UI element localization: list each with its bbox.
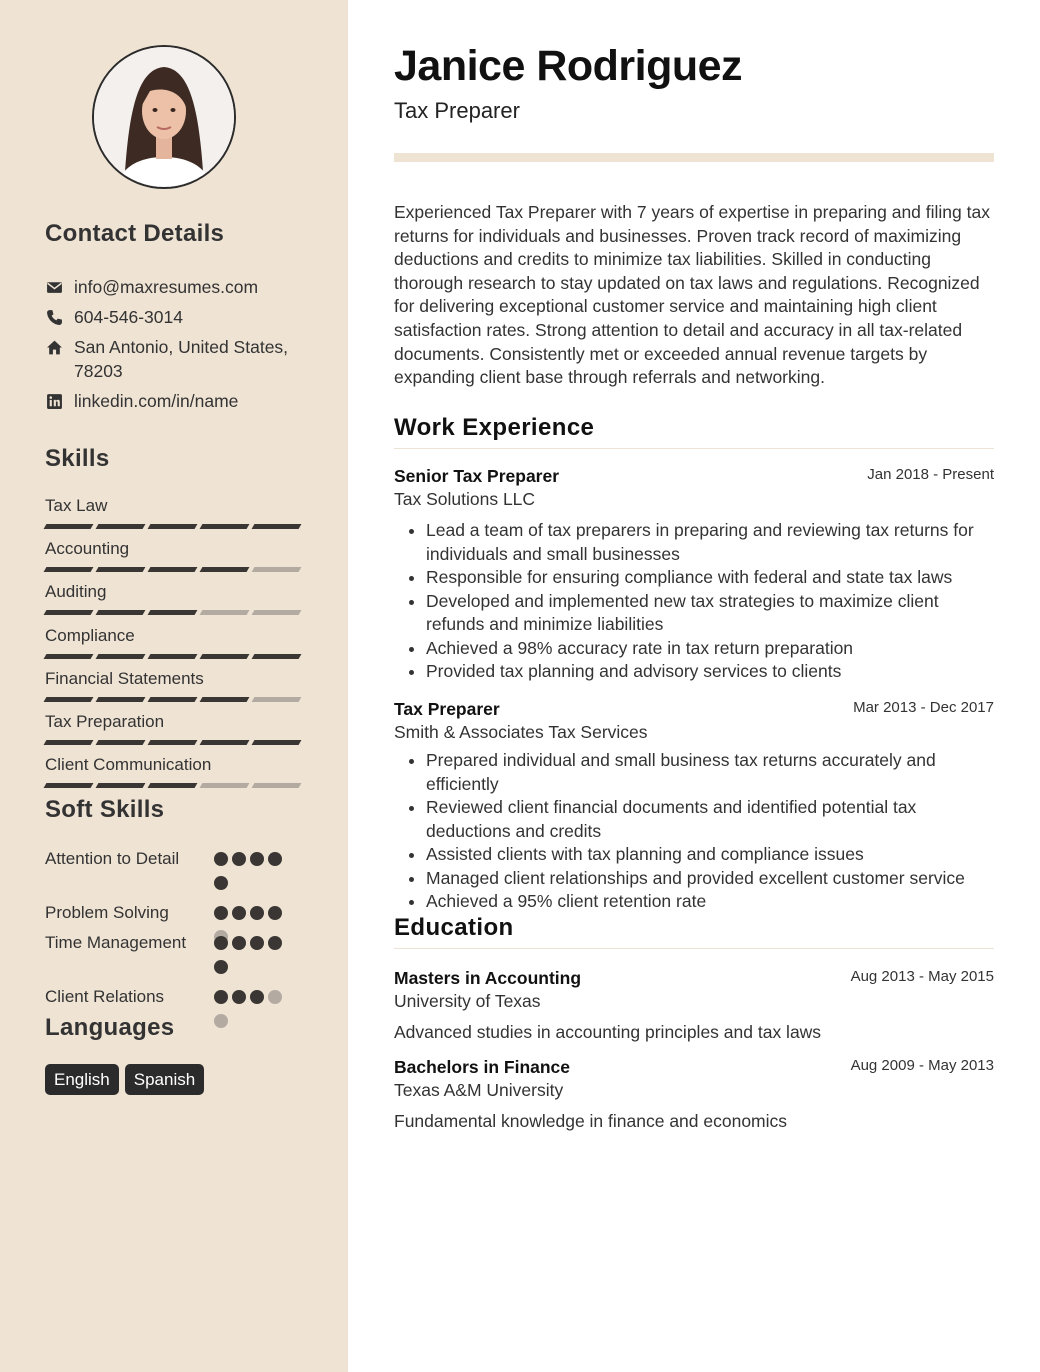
rating-dot (214, 906, 228, 920)
degree-title: Masters in Accounting (394, 968, 582, 988)
skill-level-segment (200, 654, 250, 659)
skills-list (45, 495, 305, 797)
rating-dot (214, 936, 228, 950)
rating-dot (232, 906, 246, 920)
job-bullet: • Achieved a 95% client retention rate (426, 890, 994, 914)
skill-level-segment (200, 567, 250, 572)
job-bullet: • Developed and implemented new tax strategies to maximize client refunds and minimize liabilities (426, 590, 994, 637)
soft-skill-row (45, 901, 305, 931)
contact-phone[interactable] (45, 305, 315, 329)
profile-portrait-icon (94, 47, 234, 187)
rating-dot (250, 906, 264, 920)
skill-level-segment (148, 783, 198, 788)
skill-row (45, 625, 305, 668)
rating-dot (214, 960, 228, 974)
skill-level-segment (148, 697, 198, 702)
rating-dot (268, 852, 282, 866)
job-bullets (394, 749, 994, 914)
rating-dot (268, 906, 282, 920)
rating-dot (214, 876, 228, 890)
skill-name: Accounting (45, 539, 130, 559)
skill-level-segment (148, 740, 198, 745)
language-tag: English (45, 1064, 119, 1095)
job-bullets (394, 519, 994, 684)
skill-level-segment (96, 783, 146, 788)
soft-skill-rating (214, 852, 294, 890)
skill-level-segment (44, 740, 94, 745)
contact-linkedin[interactable] (45, 389, 315, 413)
soft-skill-rating (214, 936, 294, 974)
skill-level-segment (96, 524, 146, 529)
soft-skill-name: Client Relations (45, 987, 165, 1006)
school-name: Texas A&M University (394, 1080, 564, 1100)
contact-linkedin-text: linkedin.com/in/name (74, 391, 239, 411)
skill-level-segment (252, 567, 302, 572)
skill-row (45, 538, 305, 581)
languages-list (45, 1064, 204, 1095)
skill-level-segment (44, 524, 94, 529)
skill-level-segment (252, 740, 302, 745)
contact-address (45, 335, 315, 383)
rating-dot (214, 990, 228, 1004)
contact-heading: Contact Details (45, 220, 225, 247)
skill-level-bars (45, 524, 305, 529)
contact-email[interactable] (45, 275, 315, 299)
skill-level-bars (45, 783, 305, 788)
languages-heading: Languages (45, 1014, 175, 1041)
job-title: Tax Preparer (394, 699, 500, 719)
rating-dot (232, 990, 246, 1004)
education-description: Fundamental knowledge in finance and economics (394, 1111, 788, 1131)
skill-level-segment (44, 654, 94, 659)
skill-row (45, 711, 305, 754)
soft-skill-row (45, 985, 305, 1015)
work-experience-heading: Work Experience (394, 414, 994, 449)
skill-level-segment (148, 610, 198, 615)
skill-level-bars (45, 697, 305, 702)
rating-dot (250, 936, 264, 950)
skill-level-segment (252, 654, 302, 659)
skill-level-segment (44, 567, 94, 572)
soft-skill-row (45, 847, 305, 901)
degree-title: Bachelors in Finance (394, 1057, 571, 1077)
job-bullet: • Assisted clients with tax planning and compliance issues (426, 843, 994, 867)
skill-level-segment (148, 654, 198, 659)
soft-skill-name: Attention to Detail (45, 849, 180, 868)
job-title: Senior Tax Preparer (394, 466, 560, 486)
soft-skill-name: Time Management (45, 933, 187, 952)
skill-level-segment (44, 610, 94, 615)
header-divider (394, 153, 994, 162)
skill-row (45, 754, 305, 797)
soft-skill-row (45, 931, 305, 985)
skill-name: Compliance (45, 625, 135, 645)
education-dates: Aug 2013 - May 2015 (850, 968, 994, 985)
rating-dot (214, 852, 228, 866)
language-tag: Spanish (125, 1064, 204, 1095)
contact-list (45, 275, 315, 419)
skill-level-segment (148, 524, 198, 529)
soft-skills-heading: Soft Skills (45, 796, 165, 823)
skill-row (45, 495, 305, 538)
job-bullet: • Achieved a 98% accuracy rate in tax return preparation (426, 637, 994, 661)
skill-level-segment (96, 740, 146, 745)
skill-level-bars (45, 567, 305, 572)
education-heading: Education (394, 914, 994, 949)
rating-dot (250, 852, 264, 866)
job-entry (394, 698, 994, 914)
skill-level-segment (252, 783, 302, 788)
job-bullet: • Lead a team of tax preparers in preparing and reviewing tax returns for individuals and small businesses (426, 519, 994, 566)
rating-dot (268, 990, 282, 1004)
skill-level-segment (96, 610, 146, 615)
skill-level-segment (96, 567, 146, 572)
skill-level-bars (45, 740, 305, 745)
skill-level-bars (45, 610, 305, 615)
candidate-name: Janice Rodriguez (394, 42, 743, 90)
job-bullet: • Managed client relationships and provided excellent customer service (426, 867, 994, 891)
skill-level-segment (44, 783, 94, 788)
rating-dot (232, 852, 246, 866)
skill-level-segment (200, 610, 250, 615)
education-dates: Aug 2009 - May 2013 (850, 1057, 994, 1074)
soft-skill-name: Problem Solving (45, 903, 169, 922)
contact-phone-text: 604-546-3014 (74, 307, 183, 327)
job-bullet: • Reviewed client financial documents and identified potential tax deductions and credits (426, 796, 994, 843)
education-entry (394, 967, 994, 1044)
job-dates: Jan 2018 - Present (867, 466, 994, 483)
rating-dot (268, 936, 282, 950)
skill-level-segment (44, 697, 94, 702)
contact-address-text: San Antonio, United States, 78203 (74, 337, 289, 381)
skill-level-segment (200, 783, 250, 788)
job-bullet: • Responsible for ensuring compliance with federal and state tax laws (426, 566, 994, 590)
skill-name: Tax Law (45, 496, 108, 515)
profile-photo (92, 45, 236, 189)
envelope-icon (45, 278, 63, 296)
phone-icon (45, 308, 63, 326)
skill-row (45, 668, 305, 711)
education-entry (394, 1056, 994, 1133)
job-company: Smith & Associates Tax Services (394, 722, 648, 742)
skill-level-segment (252, 697, 302, 702)
soft-skills-list (45, 847, 305, 1015)
skill-level-segment (200, 740, 250, 745)
school-name: University of Texas (394, 991, 541, 1011)
skill-level-segment (200, 697, 250, 702)
job-company: Tax Solutions LLC (394, 489, 536, 509)
job-entry (394, 465, 994, 684)
soft-skill-rating (214, 990, 294, 1028)
skill-level-segment (96, 654, 146, 659)
candidate-title: Tax Preparer (394, 98, 520, 123)
sidebar (0, 0, 348, 1372)
skill-level-segment (252, 610, 302, 615)
rating-dot (250, 990, 264, 1004)
skills-heading: Skills (45, 445, 110, 472)
skill-level-bars (45, 654, 305, 659)
summary-paragraph: Experienced Tax Preparer with 7 years of expertise in preparing and filing tax returns for individuals and businesses. Proven track record of maximizing deductions and credits to minimize tax liabilities. Skilled in conducting thorough research to stay updated on tax laws and regulations. Recognized for delivering exceptional customer service and maintaining high client satisfaction rates. Strong attention to detail and accuracy in all tax-related documents. Consistently met or exceeded annual revenue targets by expanding client base through referrals and networking. (394, 202, 990, 388)
skill-level-segment (148, 567, 198, 572)
job-dates: Mar 2013 - Dec 2017 (853, 699, 994, 716)
skill-name: Auditing (45, 582, 107, 602)
job-bullet: • Prepared individual and small business tax returns accurately and efficiently (426, 749, 994, 796)
linkedin-icon (45, 392, 63, 410)
skill-name: Tax Preparation (45, 711, 165, 731)
skill-level-segment (200, 524, 250, 529)
skill-level-segment (252, 524, 302, 529)
rating-dot (232, 936, 246, 950)
home-icon (45, 338, 63, 356)
rating-dot (214, 1014, 228, 1028)
skill-level-segment (96, 697, 146, 702)
job-bullet: • Provided tax planning and advisory services to clients (426, 660, 994, 684)
contact-email-text: info@maxresumes.com (74, 277, 259, 297)
skill-row (45, 581, 305, 624)
skill-name: Financial Statements (45, 668, 204, 688)
education-description: Advanced studies in accounting principles and tax laws (394, 1022, 822, 1042)
skill-name: Client Communication (45, 755, 212, 775)
